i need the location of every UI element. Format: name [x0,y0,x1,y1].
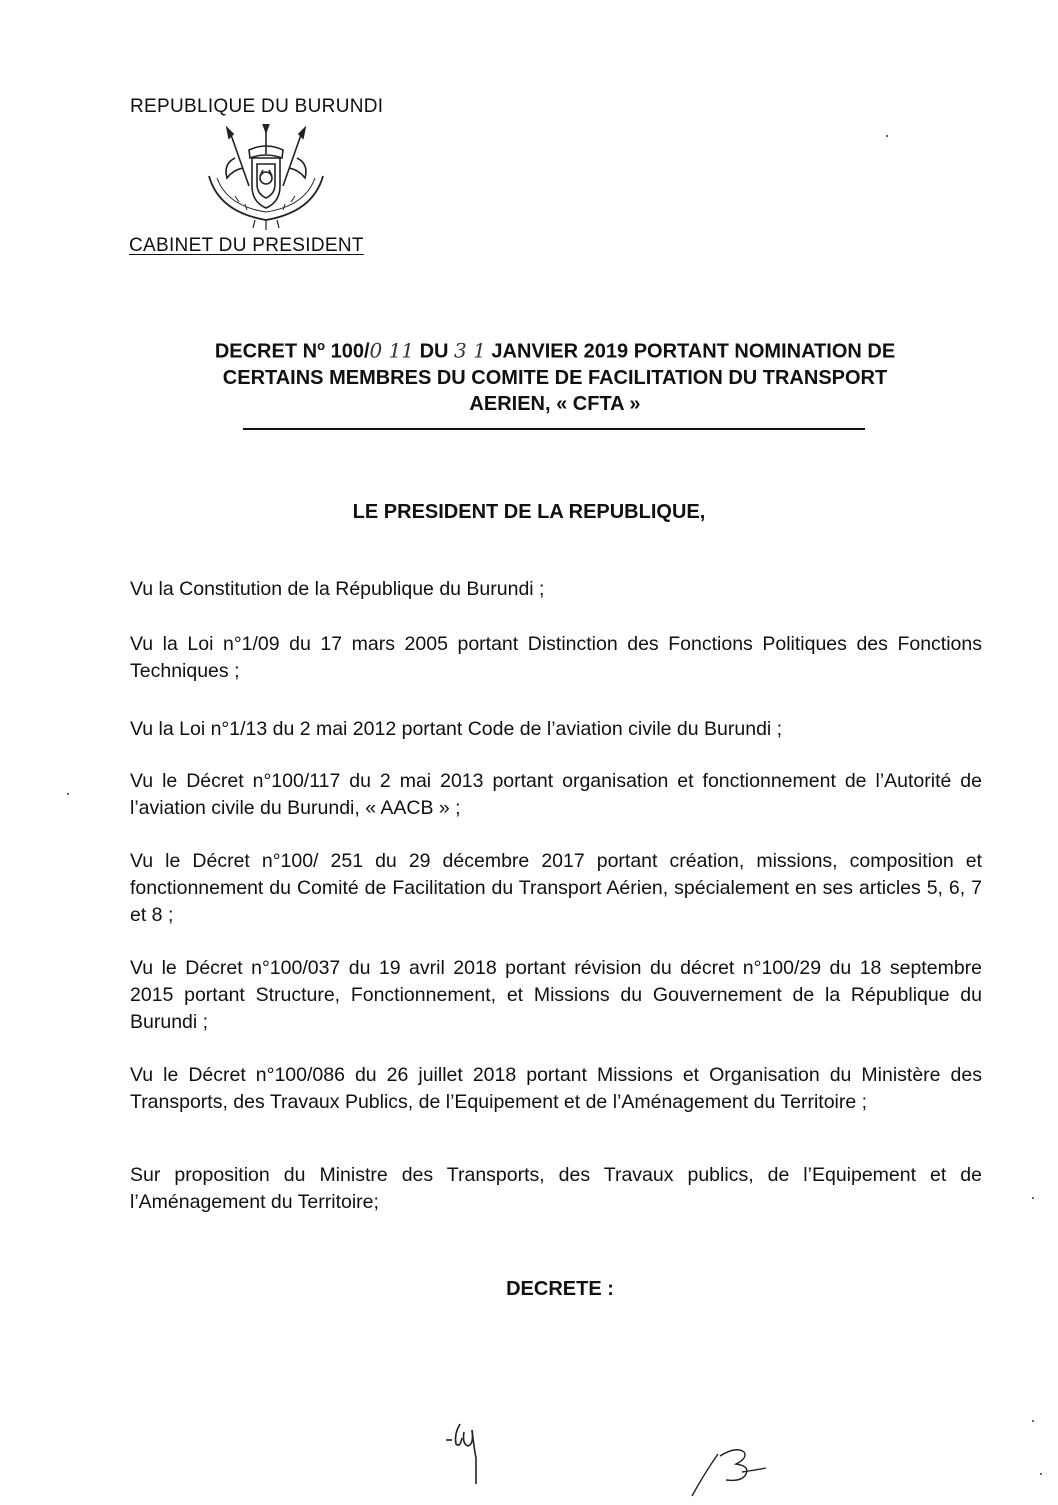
decree-day-handwritten: 3 1 [454,338,486,363]
cabinet-header: CABINET DU PRESIDENT [129,235,364,256]
consideration-paragraph: Vu la Loi n°1/13 du 2 mai 2012 portant Code de l’aviation civile du Burundi ; [130,718,783,740]
scan-speck [1032,1420,1034,1422]
republic-header: REPUBLIQUE DU BURUNDI [130,96,384,117]
scan-speck [1032,1197,1034,1199]
title-degree: o [317,338,326,353]
title-du: DU [414,340,455,363]
decree-title [130,333,980,417]
title-prefix: DECRET N [214,340,318,363]
decrete-heading: DECRETE : [506,1278,614,1300]
consideration-paragraph: Vu le Décret n°100/086 du 26 juillet 2018 portant Missions et Organisation du Ministère des Transports, des Travaux Publics, de l’Equipement et de l’Aménagement du Territoire ; [130,1064,982,1113]
initials-signature-left-icon [440,1418,500,1488]
title-line-2: CERTAINS MEMBRES DU COMITE DE FACILITATION DU TRANSPORT [222,366,888,389]
consideration-paragraph: Vu le Décret n°100/ 251 du 29 décembre 2017 portant création, missions, composition et fonctionnement du Comité de Facilitation du Transport Aérien, spécialement en ses articles 5, 6, 7 et 8 ; [130,850,982,926]
scan-speck [1040,1473,1042,1475]
president-heading: LE PRESIDENT DE LA REPUBLIQUE, [352,501,706,523]
title-divider [243,428,865,430]
title-line-3: AERIEN, « CFTA » [469,392,641,415]
consideration-paragraph: Vu le Décret n°100/037 du 19 avril 2018 portant révision du décret n°100/29 du 18 septembre 2015 portant Structure, Fonctionnement, et Missions du Gouvernement de la République du Burundi ; [130,957,982,1033]
consideration-paragraph: Sur proposition du Ministre des Transports, des Travaux publics, de l’Equipement et de l’Aménagement du Territoire; [130,1164,982,1213]
scan-speck [67,793,69,795]
initials-signature-right-icon [690,1444,780,1500]
decree-number-printed: 100/ [325,340,370,363]
consideration-paragraph: Vu la Constitution de la République du Burundi ; [130,578,545,600]
consideration-paragraph: Vu le Décret n°100/117 du 2 mai 2013 portant organisation et fonctionnement de l’Autorité de l’aviation civile du Burundi, « AACB » ; [130,770,982,819]
decree-number-handwritten: 0 11 [369,338,415,363]
scan-speck [886,135,888,137]
burundi-coat-of-arms-icon [205,124,327,236]
title-line-1-rest: JANVIER 2019 PORTANT NOMINATION DE [485,340,896,363]
title-line-1 [130,333,980,365]
consideration-paragraph: Vu la Loi n°1/09 du 17 mars 2005 portant Distinction des Fonctions Politiques des Fonctions Techniques ; [130,633,982,682]
